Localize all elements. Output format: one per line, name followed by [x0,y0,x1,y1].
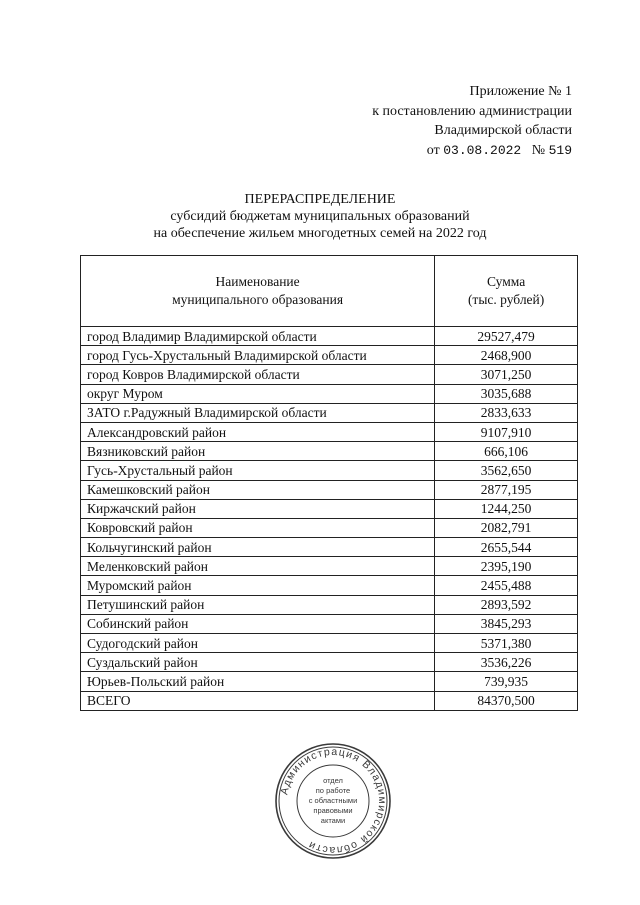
table-row [81,672,578,691]
subsidy-sum: 3035,688 [435,384,578,403]
date-prefix: от [426,142,440,158]
stamp-inner-line-1: отдел [323,776,343,785]
subsidy-sum: 3536,226 [435,653,578,672]
subsidy-sum: 2082,791 [435,518,578,537]
table-row [81,634,578,653]
table-row [81,557,578,576]
municipality-name: округ Муром [81,384,435,403]
table-row [81,442,578,461]
table-header-row [81,256,578,327]
table-row [81,384,578,403]
subsidy-sum: 3845,293 [435,614,578,633]
subsidy-sum: 2877,195 [435,480,578,499]
appendix-title: Приложение № 1 [469,84,572,99]
table-body [81,327,578,711]
municipality-name: Кольчугинский район [81,538,435,557]
municipality-name: Киржачский район [81,499,435,518]
subsidy-sum: 3071,250 [435,365,578,384]
municipality-name: Александровский район [81,422,435,441]
subsidy-sum: 2455,488 [435,576,578,595]
subsidy-sum: 9107,910 [435,422,578,441]
municipality-name: Камешковский район [81,480,435,499]
stamp-inner-line-5: актами [320,816,346,825]
municipality-name: Суздальский район [81,653,435,672]
subsidy-sum: 29527,479 [435,327,578,346]
table-row [81,653,578,672]
municipality-name: Вязниковский район [81,442,435,461]
document-number: 519 [548,142,572,158]
total-sum: 84370,500 [435,691,578,710]
subsidy-sum: 3562,650 [435,461,578,480]
subsidy-sum: 2893,592 [435,595,578,614]
municipality-name: Собинский район [81,614,435,633]
title-line-2: субсидий бюджетам муниципальных образований [170,209,470,224]
official-stamp [274,742,392,860]
table-row [81,461,578,480]
table-row [81,327,578,346]
table-row [81,480,578,499]
subsidy-sum: 666,106 [435,442,578,461]
municipality-name: ЗАТО г.Радужный Владимирской области [81,403,435,422]
subsidy-sum: 2833,633 [435,403,578,422]
table-row [81,538,578,557]
subsidy-sum: 1244,250 [435,499,578,518]
appendix-resolution-line: к постановлению администрации [372,103,572,119]
table-row [81,576,578,595]
total-label: ВСЕГО [81,691,435,710]
appendix-block [372,82,572,160]
allocation-table [80,255,578,711]
table-row [81,365,578,384]
title-line-1: ПЕРЕРАСПРЕДЕЛЕНИЕ [244,192,396,207]
number-sign: № [531,142,546,158]
subsidy-sum: 2655,544 [435,538,578,557]
municipality-name: город Владимир Владимирской области [81,327,435,346]
stamp-outer-text: Администрация Владимирской области [278,745,389,857]
subsidy-sum: 739,935 [435,672,578,691]
subsidy-sum: 2395,190 [435,557,578,576]
municipality-name: город Гусь-Хрустальный Владимирской области [81,346,435,365]
stamp-inner-line-4: правовыми [313,806,353,815]
municipality-name: Ковровский район [81,518,435,537]
subsidy-sum: 2468,900 [435,346,578,365]
table-row [81,499,578,518]
appendix-date-line [372,141,572,161]
municipality-name: город Ковров Владимирской области [81,365,435,384]
table-row [81,595,578,614]
municipality-name: Муромский район [81,576,435,595]
municipality-name: Меленковский район [81,557,435,576]
header-municipality: Наименование муниципального образования [81,256,435,327]
stamp-inner-line-2: по работе [315,786,351,795]
table-row [81,346,578,365]
municipality-name: Гусь-Хрустальный район [81,461,435,480]
municipality-name: Петушинский район [81,595,435,614]
total-row [81,691,578,710]
table-row [81,614,578,633]
subsidy-sum: 5371,380 [435,634,578,653]
municipality-name: Юрьев-Польский район [81,672,435,691]
table-row [81,403,578,422]
appendix-region-line: Владимирской области [434,123,572,138]
document-date: 03.08.2022 [443,142,522,158]
title-line-3: на обеспечение жильем многодетных семей на 2022 год [153,226,487,241]
table-row [81,422,578,441]
table-row [81,518,578,537]
document-title [0,191,640,242]
header-sum: Сумма (тыс. рублей) [435,256,578,327]
stamp-inner-line-3: с областными [308,796,358,805]
municipality-name: Судогодский район [81,634,435,653]
